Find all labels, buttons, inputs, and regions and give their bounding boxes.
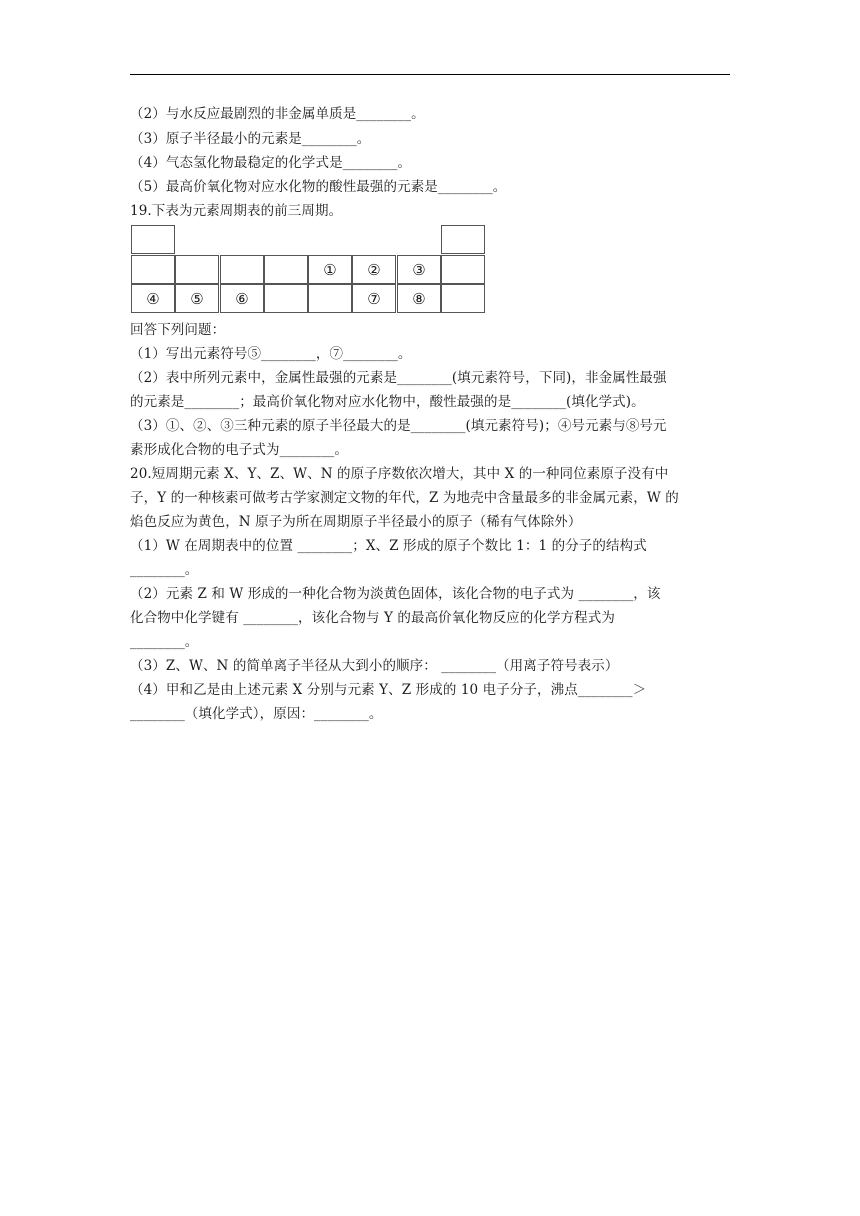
question-20-2-line1: （2）元素 Z 和 W 形成的一种化合物为淡黄色固体，该化合物的电子式为 ________，该 bbox=[130, 586, 661, 602]
table-cell bbox=[131, 225, 175, 254]
header-rule bbox=[130, 74, 730, 75]
table-cell: ⑤ bbox=[175, 284, 219, 313]
table-cell bbox=[220, 255, 264, 284]
question-20-4-line1: （4）甲和乙是由上述元素 X 分别与元素 Y、Z 形成的 10 电子分子，沸点________＞ bbox=[130, 682, 647, 698]
table-cell: ② bbox=[352, 255, 396, 284]
question-18-5: （5）最高价氧化物对应水化物的酸性最强的元素是________。 bbox=[130, 179, 507, 195]
table-cell: ③ bbox=[397, 255, 441, 284]
question-20-line2: 子，Y 的一种核素可做考古学家测定文物的年代，Z 为地壳中含量最多的非金属元素，W 的 bbox=[130, 490, 679, 506]
question-20-2-line2: 化合物中化学键有 ________，该化合物与 Y 的最高价氧化物反应的化学方程式为 bbox=[130, 610, 615, 626]
table-cell bbox=[175, 255, 219, 284]
table-cell bbox=[264, 284, 308, 313]
table-cell bbox=[264, 255, 308, 284]
question-20-4-line2: ________（填化学式），原因：________。 bbox=[130, 706, 383, 722]
question-19-1: （1）写出元素符号⑤________，⑦________。 bbox=[130, 346, 412, 362]
table-cell: ④ bbox=[131, 284, 175, 313]
table-cell bbox=[308, 284, 352, 313]
question-18-2: （2）与水反应最剧烈的非金属单质是________。 bbox=[130, 106, 425, 122]
table-cell bbox=[441, 255, 485, 284]
table-cell bbox=[441, 225, 485, 254]
question-19-3-line1: （3）①、②、③三种元素的原子半径最大的是________(填元素符号)；④号元素与⑧号元 bbox=[130, 418, 667, 434]
question-19-title: 19.下表为元素周期表的前三周期。 bbox=[130, 203, 343, 219]
question-20-line1: 20.短周期元素 X、Y、Z、W、N 的原子序数依次增大，其中 X 的一种同位素原子没有中 bbox=[130, 466, 669, 482]
table-cell: ① bbox=[308, 255, 352, 284]
table-cell: ⑥ bbox=[220, 284, 264, 313]
question-19-2-line2: 的元素是________；最高价氧化物对应水化物中，酸性最强的是________(填化学式)。 bbox=[130, 394, 645, 410]
question-20-line3: 焰色反应为黄色，N 原子为所在周期原子半径最小的原子（稀有气体除外） bbox=[130, 514, 582, 530]
question-20-1-line1: （1）W 在周期表中的位置 ________；X、Z 形成的原子个数比 1：1 的分子的结构式 bbox=[130, 538, 647, 554]
question-20-3: （3）Z、W、N 的简单离子半径从大到小的顺序： ________（用离子符号表示） bbox=[130, 658, 619, 674]
question-19-3-line2: 素形成化合物的电子式为________。 bbox=[130, 442, 348, 458]
question-18-3: （3）原子半径最小的元素是________。 bbox=[130, 131, 371, 147]
periodic-table bbox=[131, 225, 485, 315]
question-19-2-line1: （2）表中所列元素中，金属性最强的元素是________(填元素符号，下同)，非金属性最强 bbox=[130, 370, 667, 386]
question-20-1-line2: ________。 bbox=[130, 562, 199, 578]
table-cell: ⑦ bbox=[352, 284, 396, 313]
table-cell bbox=[441, 284, 485, 313]
table-cell: ⑧ bbox=[397, 284, 441, 313]
table-cell bbox=[131, 255, 175, 284]
answer-prompt: 回答下列问题： bbox=[130, 322, 226, 338]
question-20-2-line3: ________。 bbox=[130, 634, 199, 650]
question-18-4: （4）气态氢化物最稳定的化学式是________。 bbox=[130, 155, 412, 171]
